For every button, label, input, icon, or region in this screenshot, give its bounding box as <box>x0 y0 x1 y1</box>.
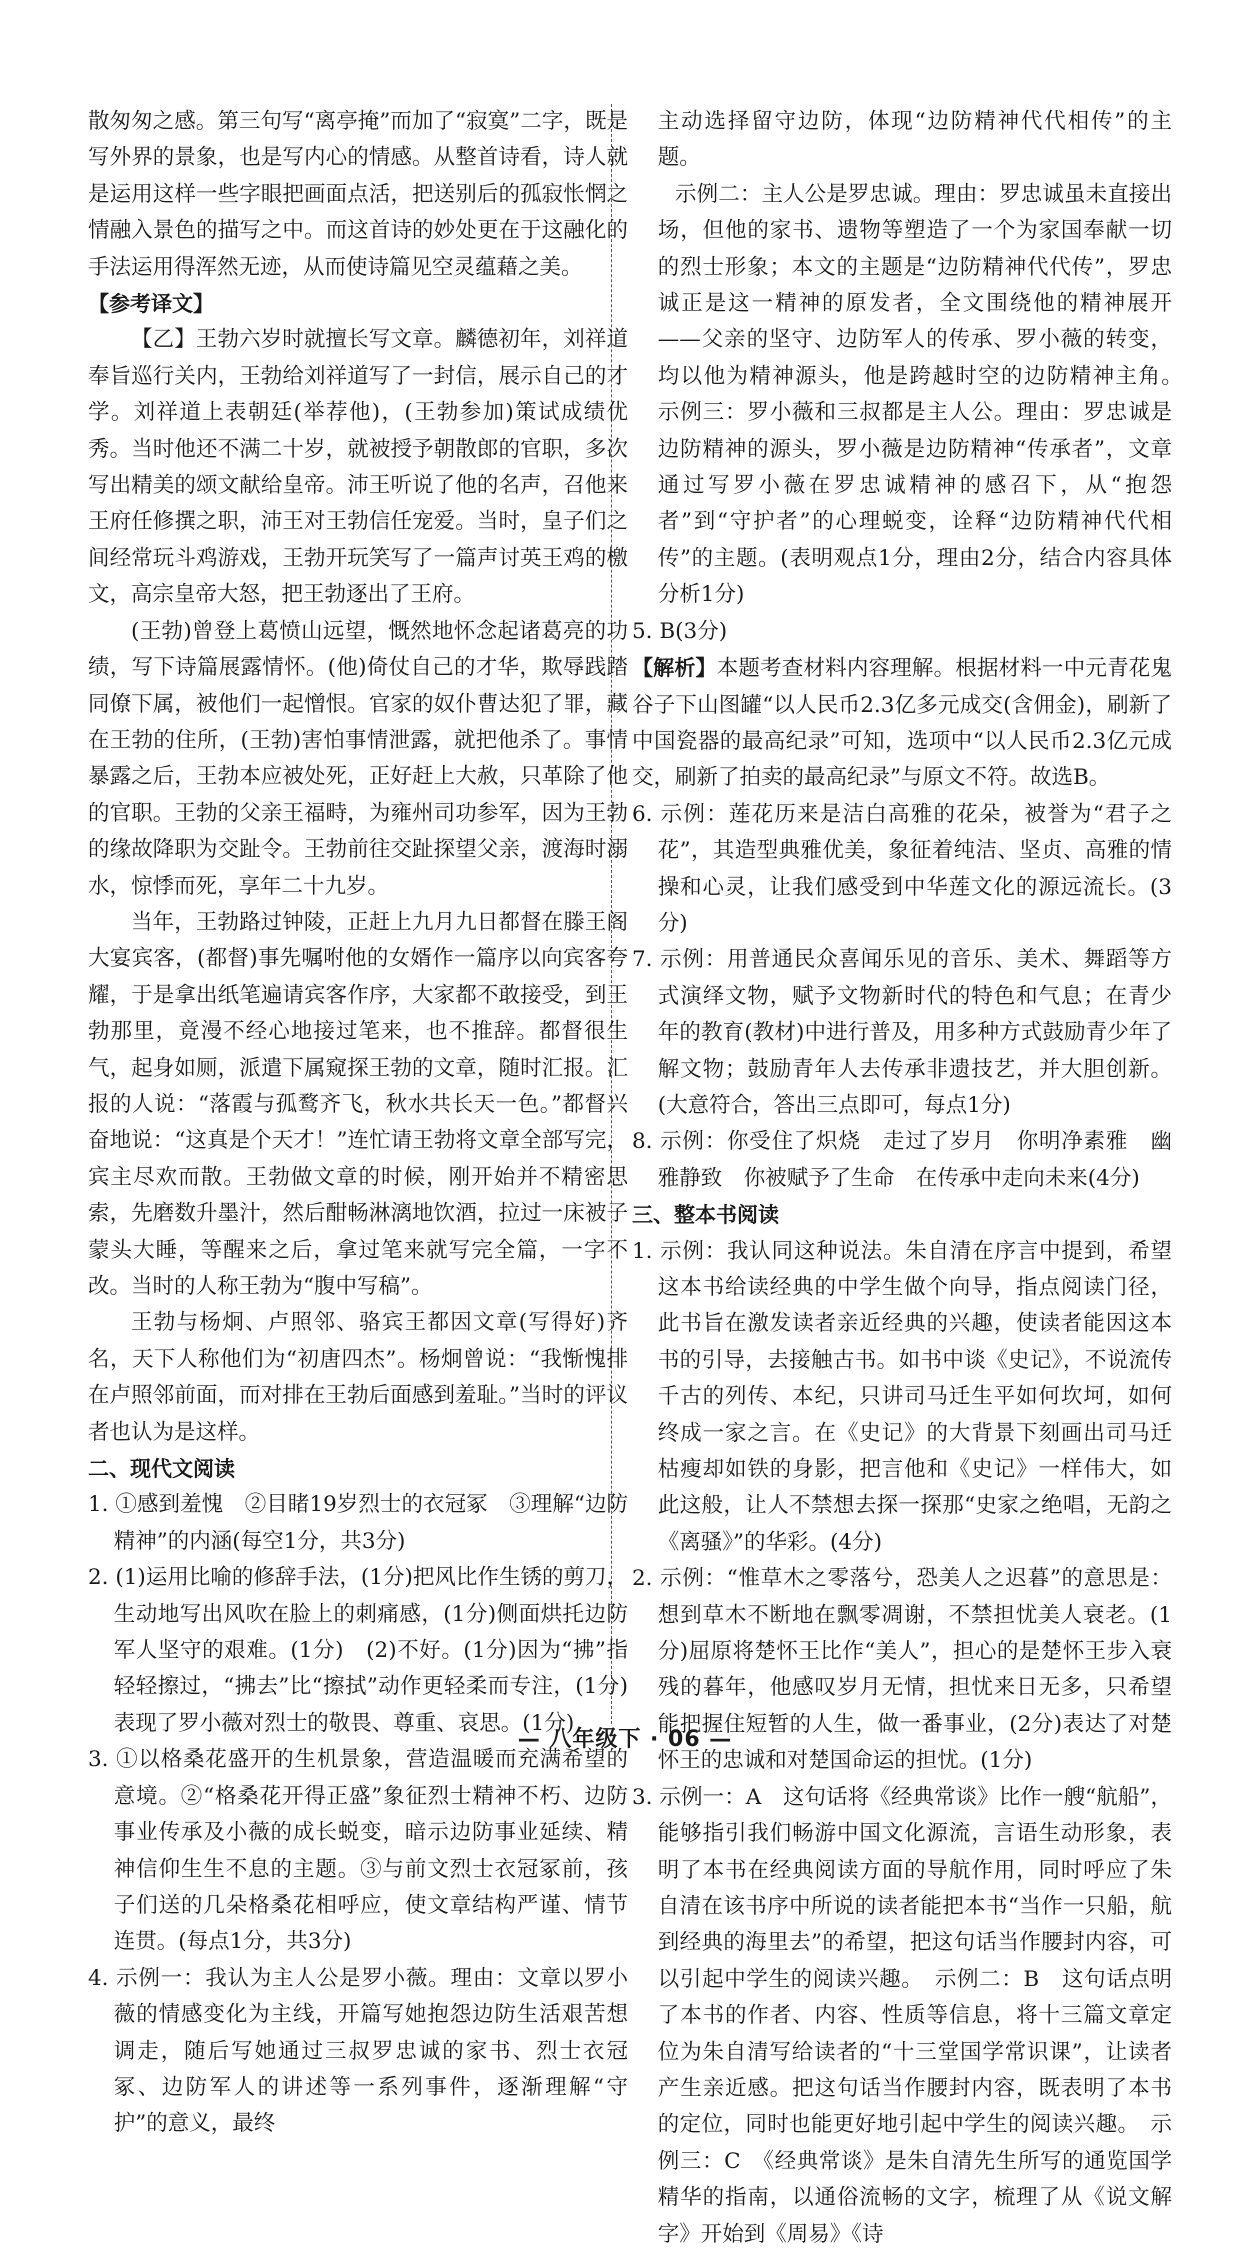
answer-q2: 2. (1)运用比喻的修辞手法，(1分)把风比作生锈的剪刀，生动地写出风吹在脸上的刺痛感，(1分)侧面烘托边防军人坚守的艰难。(1分) (2)不好。(1分)因为“拂”指轻轻擦过，“拂去”比“擦拭”动作更轻柔而专注，(1分)表现了罗小薇对烈士的敬畏、尊重、哀思。(1分) <box>88 1565 628 1736</box>
answer-q6: 6. 示例：莲花历来是洁白高雅的花朵，被誉为“君子之花”，其造型典雅优美，象征着纯洁、坚贞、高雅的情操和心灵，让我们感受到中华莲文化的源远流长。(3分) <box>632 801 1172 936</box>
section-heading-modern-reading: 二、现代文阅读 <box>88 1457 235 1482</box>
answer-q4-continued: 主动选择留守边防，体现“边防精神代代相传”的主题。 <box>657 109 1172 171</box>
translation-paragraph-2: (王勃)曾登上葛愤山远望，慨然地怀念起诸葛亮的功绩，写下诗篇展露情怀。(他)倚仗自己的才华，欺辱践踏同僚下属，被他们一起憎恨。官家的奴仆曹达犯了罪，藏在王勃的住所，(王勃)害怕事情泄露，就把他杀了。事情暴露之后，王勃本应被处死，正好赶上大赦，只革除了他的官职。王勃的父亲王福畤，为雍州司功参军，因为王勃的缘故降职为交趾令。王勃前往交趾探望父亲，渡海时溺水，惊悸而死，享年二十九岁。 <box>88 618 628 899</box>
answer-q7: 7. 示例：用普通民众喜闻乐见的音乐、美术、舞蹈等方式演绎文物，赋予文物新时代的特色和气息；在青少年的教育(教材)中进行普及，用多种方式鼓励青少年了解文物；鼓励青年人去传承非遗技艺，并大胆创新。(大意符合，答出三点即可，每点1分) <box>632 947 1172 1118</box>
translation-paragraph-1: 【乙】王勃六岁时就擅长写文章。麟德初年，刘祥道奉旨巡行关内，王勃给刘祥道写了一封信，展示自己的才学。刘祥道上表朝廷(举荐他)，(王勃参加)策试成绩优秀。当时他还不满二十岁，就被授予朝散郎的官职，多次写出精美的颂文献给皇帝。沛王听说了他的名声，召他来王府任修撰之职，沛王对王勃信任宠爱。当时，皇子们之间经常玩斗鸡游戏，王勃开玩笑写了一篇声讨英王鸡的檄文，高宗皇帝大怒，把王勃逐出了王府。 <box>88 327 628 608</box>
answer-q5: 5. B(3分) <box>632 618 728 644</box>
answer-r3: 3. 示例一：A 这句话将《经典常谈》比作一艘“航船”，能够指引我们畅游中国文化源流，言语生动形象，表明了本书在经典阅读方面的导航作用，同时呼应了朱自清在该书序中所说的读者能把本书“当作一只船，航到经典的海里去”的希望，把这句话当作腰封内容，可以引起中学生的阅读兴趣。 示例二：B 这句话点明了本书的作者、内容、性质等信息，将十三篇文章定位为朱自清写给读者的“十三堂国学常识课”，让读者产生亲近感。把这句话当作腰封内容，既表明了本书的定位，同时也能更好地引起中学生的阅读兴趣。 示例三：C 《经典常谈》是朱自清先生所写的通览国学精华的指南，以通俗流畅的文字，梳理了从《说文解字》开始到《周易》《诗 <box>632 1784 1172 2247</box>
answer-q4: 4. 示例一：我认为主人公是罗小薇。理由：文章以罗小薇的情感变化为主线，开篇写她抱怨边防生活艰苦想调走，随后写她通过三叔罗忠诚的家书、烈士衣冠冢、边防军人的讲述等一系列事件，逐渐理解“守护”的意义，最终 <box>88 1965 628 2137</box>
analysis-label: 【解析】 <box>632 656 717 681</box>
poem-analysis: 散匆匆之感。第三句写“离亭掩”而加了“寂寞”二字，既是写外界的景象，也是写内心的情感。从整首诗看，诗人就是运用这样一些字眼把画面点活，把送别后的孤寂怅惘之情融入景色的描写之中。而这首诗的妙处更在于这融化的手法运用得浑然无迹，从而使诗篇见空灵蕴藉之美。 <box>88 109 628 280</box>
answer-r1: 1. 示例：我认同这种说法。朱自清在序言中提到，希望这本书给读经典的中学生做个向导，指点阅读门径，此书旨在激发读者亲近经典的兴趣，使读者能因这本书的引导，去接触古书。如书中谈《史记》，不说流传千古的列传、本纪，只讲司马迁生平如何坎坷，如何终成一家之言。在《史记》的大背景下刻画出司马迁枯瘦却如铁的身影，把言他和《史记》一样伟大，如此这般，让人不禁想去探一探那“史家之绝唱，无韵之《离骚》”的华彩。(4分) <box>632 1238 1172 1555</box>
answer-q5-analysis <box>632 650 1172 797</box>
analysis-text: 本题考查材料内容理解。根据材料一中元青花鬼谷子下山图罐“以人民币2.3亿多元成交(含佣金)，刷新了中国瓷器的最高纪录”可知，选项中“以人民币2.3亿元成交，刷新了拍卖的最高纪录”与原文不符。故选B。 <box>632 656 1172 791</box>
left-column <box>88 104 628 2143</box>
answer-q8: 8. 示例：你受住了炽烧 走过了岁月 你明净素雅 幽雅静致 你被赋予了生命 在传承中走向未来(4分) <box>632 1129 1172 1191</box>
translation-paragraph-3: 当年，王勃路过钟陵，正赶上九月九日都督在滕王阁大宴宾客，(都督)事先嘱咐他的女婿作一篇序以向宾客夸耀，于是拿出纸笔遍请宾客作序，大家都不敢接受，到王勃那里，竟漫不经心地接过笔来，也不推辞。都督很生气，起身如厕，派遣下属窥探王勃的文章，随时汇报。汇报的人说：“落霞与孤鹜齐飞，秋水共长天一色。”都督兴奋地说：“这真是个天才！”连忙请王勃将文章全部写完，宾主尽欢而散。王勃做文章的时候，刚开始并不精密思索，先磨数升墨汁，然后酣畅淋漓地饮酒，拉过一床被子蒙头大睡，等醒来之后，拿过笔来就写完全篇，一字不改。当时的人称王勃为“腹中写稿”。 <box>88 909 628 1299</box>
section-heading-whole-book: 三、整本书阅读 <box>632 1203 779 1228</box>
translation-heading: 【参考译文】 <box>88 292 214 317</box>
right-column <box>632 104 1194 2253</box>
answer-q4-example2: 示例二：主人公是罗忠诚。理由：罗忠诚虽未直接出场，但他的家书、遗物等塑造了一个为家国奉献一切的烈士形象；本文的主题是“边防精神代代传”，罗忠诚正是这一精神的原发者，全文围绕他的精神展开——父亲的坚守、边防军人的传承、罗小薇的转变，均以他为精神源头，他是跨越时空的边防精神主角。 示例三：罗小薇和三叔都是主人公。理由：罗忠诚是边防精神的源头，罗小薇是边防精神“传承者”，文章通过写罗小薇在罗忠诚精神的感召下，从“抱怨者”到“守护者”的心理蜕变，诠释“边防精神代代相传”的主题。(表明观点1分，理由2分，结合内容具体分析1分) <box>657 181 1194 608</box>
answer-q3: 3. ①以格桑花盛开的生机景象，营造温暖而充满希望的意境。②“格桑花开得正盛”象征烈士精神不朽、边防事业传承及小薇的成长蜕变，暗示边防事业延续、精神信仰生生不息的主题。③与前文烈士衣冠冢前，孩子们送的几朵格桑花相呼应，使文章结构严谨、情节连贯。(每点1分，共3分) <box>88 1747 628 1955</box>
answer-q1: 1. ①感到羞愧 ②目睹19岁烈士的衣冠冢 ③理解“边防精神”的内涵(每空1分，共3分) <box>88 1492 628 1554</box>
page-footer: — 八年级下 · 06 — <box>517 1727 733 1752</box>
translation-paragraph-4: 王勃与杨炯、卢照邻、骆宾王都因文章(写得好)齐名，天下人称他们为“初唐四杰”。杨炯曾说：“我惭愧排在卢照邻前面，而对排在王勃后面感到羞耻。”当时的评议者也认为是这样。 <box>88 1310 628 1445</box>
answer-r2: 2. 示例：“惟草木之零落兮，恐美人之迟暮”的意思是：想到草木不断地在飘零凋谢，不禁担忧美人衰老。(1分)屈原将楚怀王比作“美人”，担心的是楚怀王步入衰残的暮年，他感叹岁月无情，担忧来日无多，只希望能把握住短暂的人生，做一番事业，(2分)表达了对楚怀王的忠诚和对楚国命运的担忧。(1分) <box>632 1566 1172 1774</box>
